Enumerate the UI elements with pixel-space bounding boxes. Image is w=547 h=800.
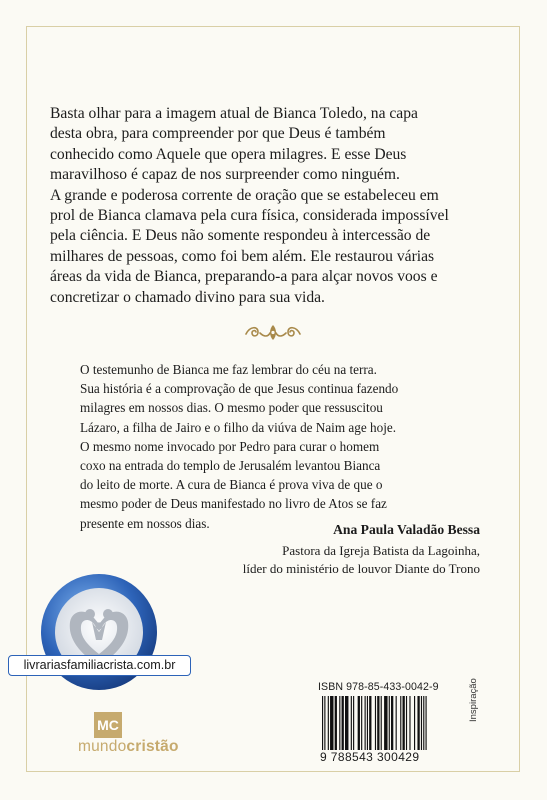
store-url-link[interactable]: livrariasfamiliacrista.com.br — [8, 655, 191, 676]
publisher-name-light: mundo — [78, 738, 127, 755]
main-line: desta obra, para compreender por que Deus é também — [50, 125, 386, 143]
barcode — [320, 696, 460, 752]
publisher-name — [78, 738, 179, 756]
main-line: maravilhoso é capaz de nos surpreender como ninguém. — [50, 166, 400, 184]
quote-line: coxo na entrada do templo de Jerusalém levantou Bianca — [80, 458, 381, 474]
author-title-line: Pastora da Igreja Batista da Lagoinha, — [282, 543, 480, 558]
quote-line: Lázaro, a filha de Jairo e o filho da viúva de Naim age hoje. — [80, 419, 397, 435]
barcode-bar — [345, 696, 348, 750]
barcode-bar — [403, 696, 405, 750]
barcode-bar — [342, 696, 344, 750]
endorsement-quote — [80, 360, 480, 533]
barcode-bar — [391, 696, 393, 750]
barcode-bar — [365, 696, 366, 750]
barcode-bar — [423, 696, 424, 750]
barcode-digits: 9 788543 300429 — [320, 750, 420, 764]
barcode-bar — [322, 696, 323, 750]
barcode-bar — [369, 696, 371, 750]
quote-line: O mesmo nome invocado por Pedro para curar o homem — [80, 438, 380, 454]
quote-line: milagres em nossos dias. O mesmo poder que ressuscitou — [80, 400, 383, 416]
barcode-bar — [335, 696, 337, 750]
main-line: áreas da vida de Bianca, preparando-a para alçar novos voos e — [50, 268, 438, 286]
quote-line: O testemunho de Bianca me faz lembrar do céu na terra. — [80, 362, 377, 377]
barcode-bar — [381, 696, 382, 750]
barcode-bar — [384, 696, 387, 750]
isbn-number: ISBN 978-85-433-0042-9 — [318, 681, 439, 693]
barcode-bar — [400, 696, 401, 750]
main-line: conhecido como Aquele que opera milagres. E esse Deus — [50, 145, 407, 163]
barcode-bar — [328, 696, 329, 750]
quote-line: mesmo poder de Deus manifestado no livro de Atos se faz — [80, 496, 387, 512]
main-line: A grande e poderosa corrente de oração que se estabeleceu em — [50, 186, 439, 204]
main-line: pela ciência. E Deus não somente respondeu à intercessão de — [50, 227, 431, 245]
store-seal-icon — [8, 574, 190, 694]
main-line: milhares de pessoas, como foi bem além. Ele restaurou várias — [50, 247, 435, 265]
barcode-bar — [421, 696, 422, 750]
barcode-bar — [353, 696, 354, 750]
category-label: Inspiração — [468, 678, 479, 722]
barcode-bar — [377, 696, 379, 750]
barcode-bar — [389, 696, 390, 750]
barcode-bar — [396, 696, 397, 750]
barcode-bar — [409, 696, 410, 750]
barcode-bar — [426, 696, 427, 750]
publisher-logo-mark: MC — [94, 712, 122, 738]
quote-line: do leito de morte. A cura de Bianca é prova viva de que o — [80, 477, 383, 493]
barcode-bar — [358, 696, 360, 750]
author-name: Ana Paula Valadão Bessa — [333, 522, 480, 537]
barcode-bar — [375, 696, 376, 750]
barcode-bar — [367, 696, 368, 750]
main-line: prol de Bianca clamava pela cura física, considerada impossível — [50, 207, 449, 225]
main-line: concretizar o chamado divino para sua vida. — [50, 288, 325, 306]
barcode-bar — [406, 696, 407, 750]
barcode-bar — [324, 696, 325, 750]
barcode-bar — [330, 696, 333, 750]
author-title — [180, 542, 480, 578]
main-paragraph — [50, 104, 500, 308]
publisher-name-bold: cristão — [126, 738, 179, 755]
barcode-bar — [351, 696, 352, 750]
barcode-bar — [414, 696, 415, 750]
barcode-bar — [417, 696, 419, 750]
barcode-bar — [339, 696, 340, 750]
author-title-line: líder do ministério de louvor Diante do Trono — [242, 561, 480, 576]
barcode-bar — [361, 696, 362, 750]
main-line: Basta olhar para a imagem atual de Bianca Toledo, na capa — [50, 105, 418, 122]
quote-line: presente em nossos dias. — [80, 515, 210, 531]
quote-line: Sua história é a comprovação de que Jesus continua fazendo — [80, 381, 399, 397]
ornament-flourish-icon — [244, 321, 302, 343]
